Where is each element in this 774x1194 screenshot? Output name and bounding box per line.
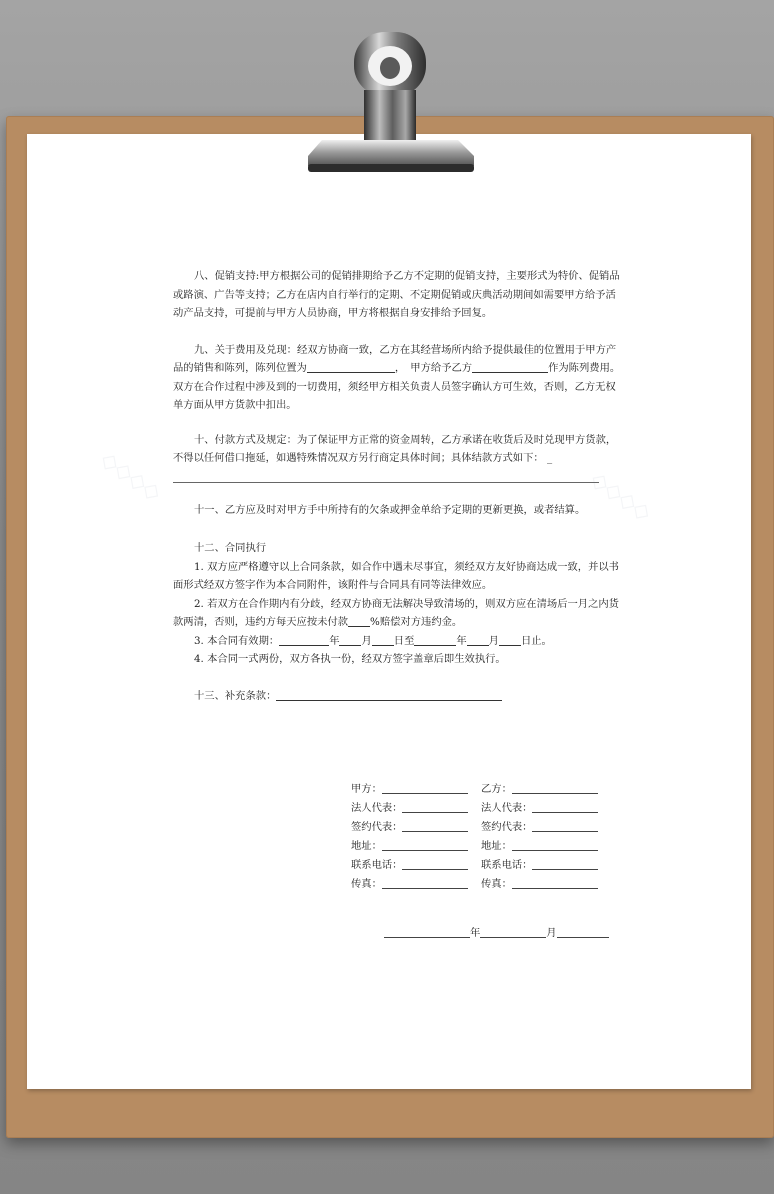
signature-row [351, 875, 611, 894]
display-fee-blank [472, 360, 548, 373]
validity-label: 3. 本合同有效期： [194, 634, 280, 647]
signing-date [384, 924, 609, 939]
signature-label: 地址： [481, 840, 512, 852]
payment-method-line [173, 482, 599, 483]
clip-rivet [380, 57, 400, 79]
end-day-blank [499, 633, 521, 646]
watermark: ◇◇◇◇ [95, 446, 166, 507]
signature-blank [512, 876, 598, 889]
penalty-rate-blank [348, 614, 370, 627]
start-month-blank [339, 633, 361, 646]
signature-label: 签约代表： [351, 821, 403, 833]
signature-blank [532, 800, 598, 813]
signature-label: 签约代表： [481, 821, 533, 833]
signature-label: 传真： [351, 878, 382, 890]
signature-blank [402, 857, 468, 870]
binder-clip [302, 26, 478, 176]
clause-9-text-c: 作为陈列费用。 双方在合作过程中涉及到的一切费用，须经甲方相关负责人员签字确认方可生效，否则，乙方无权单方面从甲方货款中扣出。 [173, 362, 621, 411]
display-location-blank [307, 360, 395, 373]
signature-cell-right [481, 875, 611, 894]
clause-9-text-b: ， 甲方给予乙方 [394, 362, 473, 374]
clause-12-item-2-tail: %赔偿对方违约金。 [370, 616, 463, 628]
signature-blank [532, 819, 598, 832]
clause-9-text-a: 九、关于费用及兑现：经双方协商一致，乙方在其经营场所内给予提供最佳的位置用于甲方产品的销售和陈列，陈列位置为 [173, 343, 617, 374]
signature-cell-left [351, 799, 481, 818]
end-month-unit: 月 [488, 634, 499, 647]
signature-row [351, 837, 611, 856]
signature-cell-right [481, 837, 611, 856]
clause-8: 八、促销支持:甲方根据公司的促销排期给予乙方不定期的促销支持，主要形式为特价、促销品或路演、广告等支持；乙方在店内自行举行的定期、不定期促销或庆典活动期间如需要甲方给予活动产品支持，可提前与甲方人员协商，甲方将根据自身安排给予回复。 [173, 270, 620, 319]
signature-row [351, 818, 611, 837]
signature-label: 法人代表： [481, 802, 533, 814]
signature-row [351, 799, 611, 818]
signature-cell-left [351, 837, 481, 856]
start-year-blank [279, 633, 329, 646]
clip-spine [364, 90, 416, 142]
end-year-unit: 年 [456, 634, 467, 647]
signature-blank [382, 876, 468, 889]
date-month-unit: 月 [546, 927, 557, 939]
contract-body [173, 267, 621, 705]
end-day-unit: 日止。 [520, 634, 552, 647]
signature-cell-right [481, 799, 611, 818]
end-month-blank [467, 633, 489, 646]
signature-cell-left [351, 818, 481, 837]
signature-cell-right [481, 818, 611, 837]
clause-12-item-4: 4. 本合同一式两份，双方各执一份，经双方签字盖章后即生效执行。 [194, 653, 506, 665]
clause-10-text: 十、付款方式及规定：为了保证甲方正常的资金周转，乙方承诺在收货后及时兑现甲方货款，不得以任何借口拖延，如遇特殊情况双方另行商定具体时间；具体结款方式如下： [173, 433, 617, 464]
signature-label: 传真： [481, 878, 512, 890]
signature-cell-left [351, 875, 481, 894]
clause-11: 十一、乙方应及时对甲方手中所持有的欠条或押金单给予定期的更新更换，或者结算。 [194, 503, 586, 516]
watermark: ◇◇◇◇ [585, 466, 656, 527]
signature-cell-left [351, 780, 481, 799]
clause-12-item-2-text: 2. 若双方在合作期内有分歧，经双方协商无法解决导致清场的，则双方应在清场后一月之内货款两清，否则，违约方每天应按未付款 [173, 597, 619, 628]
clause-10-tail: _ [546, 452, 553, 464]
signature-blank [512, 838, 598, 851]
clause-12-item-1: 1. 双方应严格遵守以上合同条款，如合作中遇未尽事宜，须经双方友好协商达成一致，并以书面形式经双方签字作为本合同附件，该附件与合同具有同等法律效应。 [173, 560, 619, 591]
supplementary-terms-blank [276, 688, 502, 701]
signature-blank [382, 838, 468, 851]
signature-block [351, 780, 611, 894]
signature-label: 地址： [351, 840, 382, 852]
signature-label: 联系电话： [481, 859, 533, 871]
clip-jaw-edge [308, 164, 474, 172]
signature-cell-right [481, 780, 611, 799]
clause-10 [173, 431, 621, 468]
clause-13-label: 十三、补充条款： [194, 689, 277, 702]
signature-blank [402, 800, 468, 813]
date-year-blank [384, 925, 470, 938]
signature-row [351, 856, 611, 875]
signature-blank [512, 781, 598, 794]
clause-12-item-2 [173, 595, 621, 632]
signature-blank [532, 857, 598, 870]
contract-paper [27, 134, 751, 1089]
clause-12-heading: 十二、合同执行 [194, 542, 267, 554]
date-year-unit: 年 [470, 927, 481, 939]
clause-9 [173, 341, 621, 415]
clause-12-item-3 [173, 632, 621, 651]
signature-label: 甲方： [351, 783, 382, 795]
signature-cell-right [481, 856, 611, 875]
clause-13 [173, 687, 621, 706]
date-day-blank [557, 925, 609, 938]
start-month-unit: 月 [361, 634, 372, 647]
start-year-unit: 年 [329, 634, 340, 647]
signature-blank [402, 819, 468, 832]
signature-label: 乙方： [481, 783, 512, 795]
signature-cell-left [351, 856, 481, 875]
start-day-unit: 日至 [393, 634, 415, 647]
date-month-blank [480, 925, 546, 938]
signature-row [351, 780, 611, 799]
end-year-blank [414, 633, 456, 646]
signature-blank [382, 781, 468, 794]
signature-label: 联系电话： [351, 859, 403, 871]
start-day-blank [372, 633, 394, 646]
signature-label: 法人代表： [351, 802, 403, 814]
